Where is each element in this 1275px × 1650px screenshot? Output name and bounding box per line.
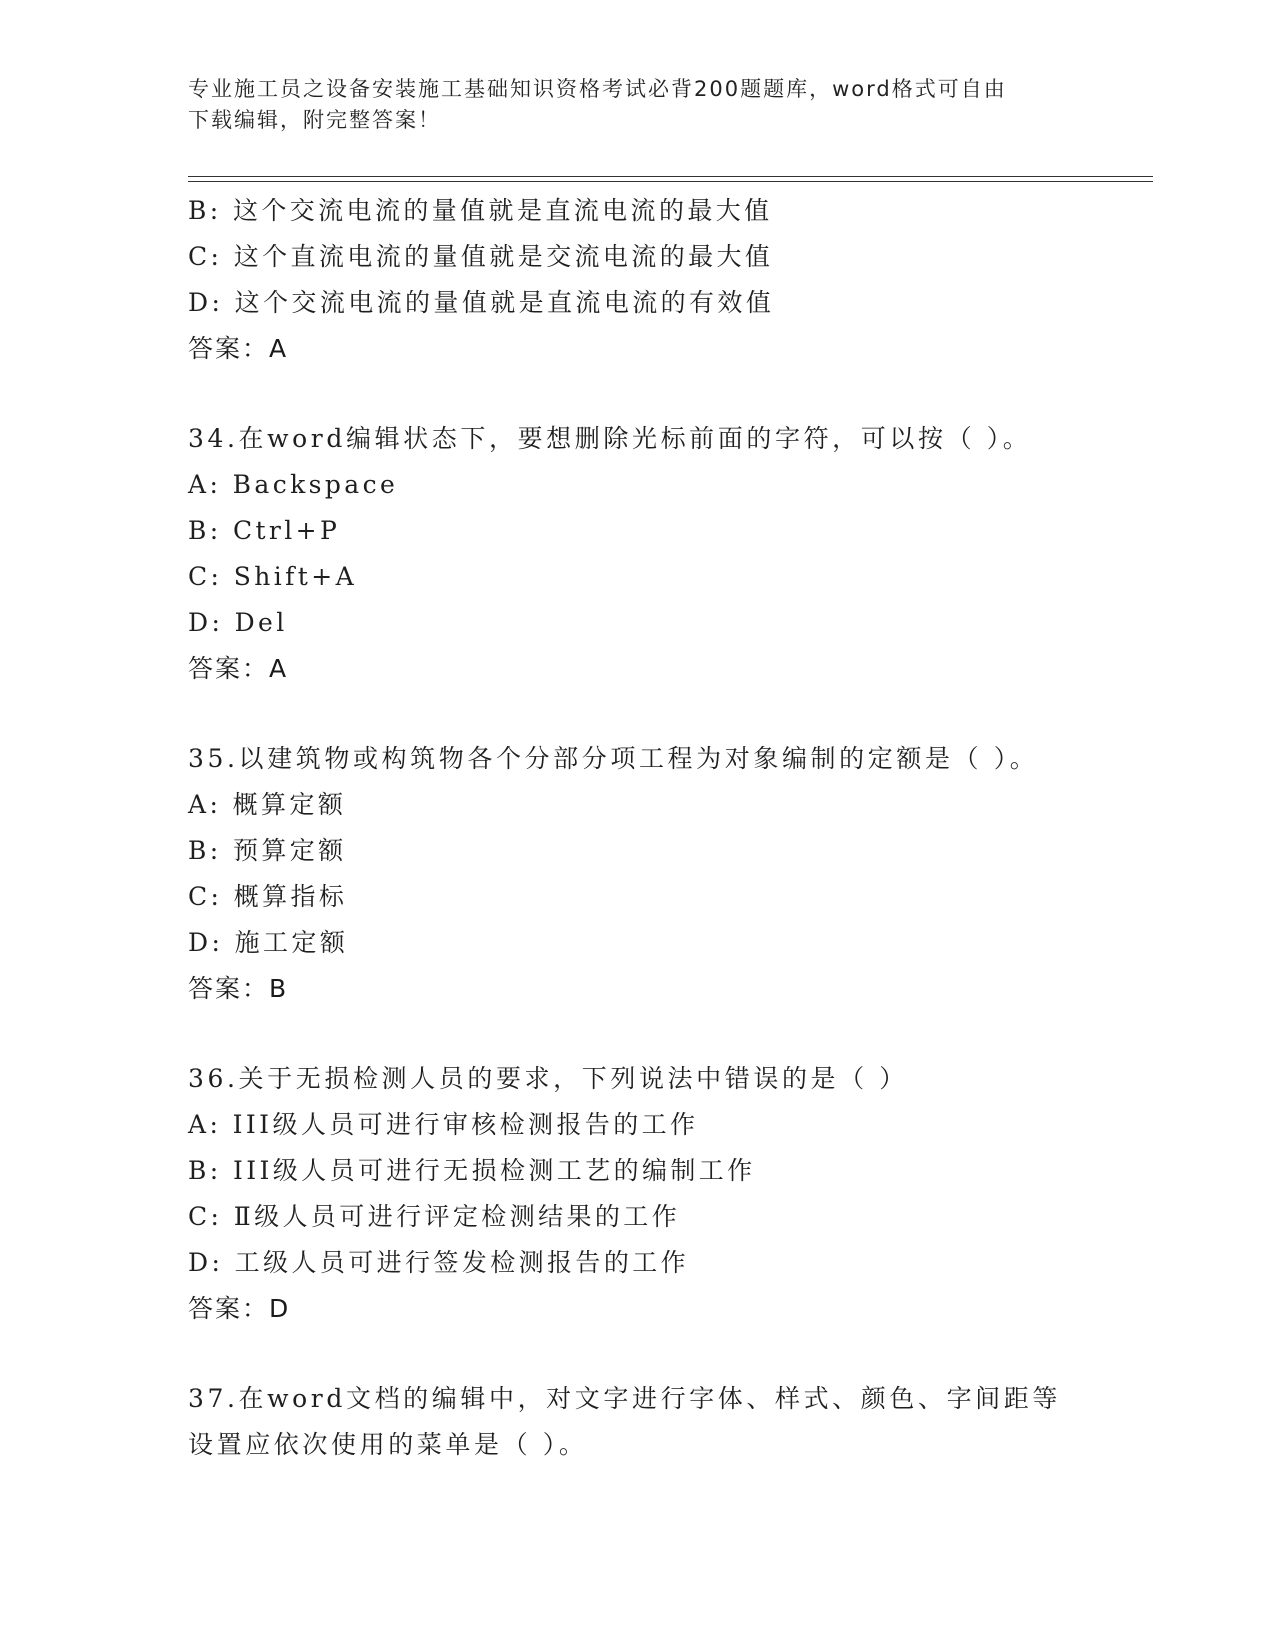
- option-d: D: 施工定额: [188, 928, 349, 957]
- option-c: C: 这个直流电流的量值就是交流电流的最大值: [188, 242, 774, 271]
- header-line-1: 专业施工员之设备安装施工基础知识资格考试必背200题题库，word格式可自由: [188, 77, 1007, 101]
- option-c: C: Shift+A: [188, 562, 358, 591]
- question-stem-line-2: 设置应依次使用的菜单是（ ）。: [188, 1430, 588, 1459]
- option-b: B: Ctrl+P: [188, 516, 341, 545]
- option-d: D: 工级人员可进行签发检测报告的工作: [188, 1248, 690, 1277]
- answer-line: 答案：D: [188, 1294, 291, 1323]
- option-c: C: Ⅱ级人员可进行评定检测结果的工作: [188, 1202, 681, 1231]
- header-divider-bottom: [188, 181, 1153, 182]
- question-36: [188, 1056, 1153, 1332]
- answer-line: 答案：A: [188, 334, 289, 363]
- question-stem: 35.以建筑物或构筑物各个分部分项工程为对象编制的定额是（ ）。: [188, 744, 1039, 773]
- header-line-2: 下载编辑，附完整答案！: [188, 108, 441, 132]
- option-d: D: Del: [188, 608, 288, 637]
- answer-line: 答案：B: [188, 974, 289, 1003]
- option-b: B: 预算定额: [188, 836, 347, 865]
- option-b: B: III级人员可进行无损检测工艺的编制工作: [188, 1156, 756, 1185]
- option-d: D: 这个交流电流的量值就是直流电流的有效值: [188, 288, 775, 317]
- question-33-tail: [188, 188, 1153, 372]
- question-stem: 34.在word编辑状态下，要想删除光标前面的字符，可以按（ ）。: [188, 424, 1032, 453]
- question-stem: 36.关于无损检测人员的要求，下列说法中错误的是（ ）: [188, 1064, 908, 1093]
- option-b: B: 这个交流电流的量值就是直流电流的最大值: [188, 196, 773, 225]
- answer-line: 答案：A: [188, 654, 289, 683]
- document-header: [188, 74, 1088, 136]
- question-list: [188, 188, 1153, 1468]
- question-37: [188, 1376, 1153, 1468]
- option-a: A: 概算定额: [188, 790, 347, 819]
- question-stem-line-1: 37.在word文档的编辑中，对文字进行字体、样式、颜色、字间距等: [188, 1384, 1061, 1413]
- header-divider-top: [188, 176, 1153, 177]
- question-35: [188, 736, 1153, 1012]
- option-a: A: Backspace: [188, 470, 399, 499]
- option-a: A: III级人员可进行审核检测报告的工作: [188, 1110, 699, 1139]
- question-34: [188, 416, 1153, 692]
- option-c: C: 概算指标: [188, 882, 348, 911]
